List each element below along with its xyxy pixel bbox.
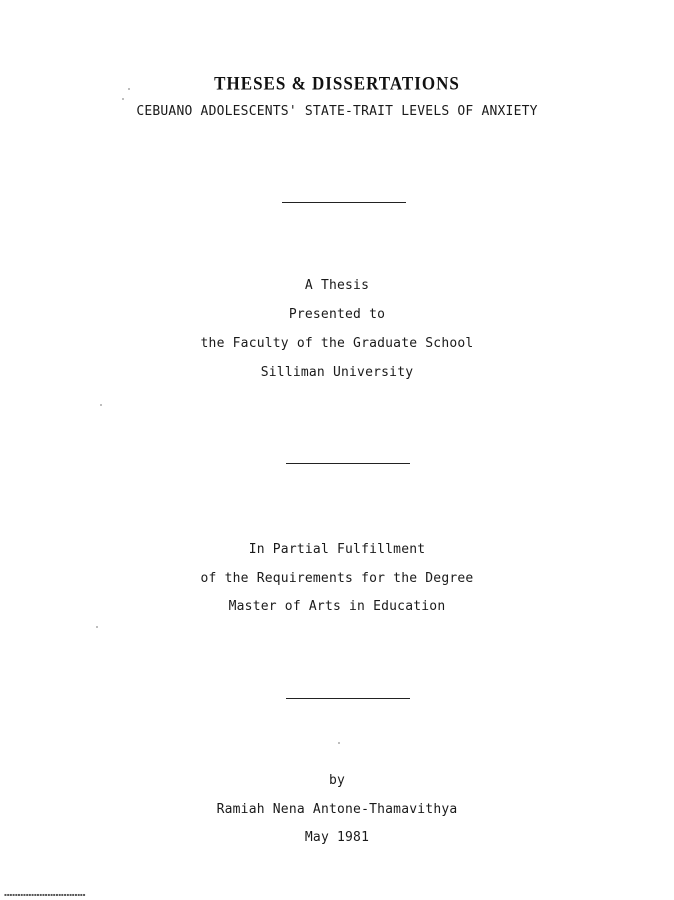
presentation-line-3: the Faculty of the Graduate School [200, 336, 474, 351]
scan-footer-mark: ▪▪▪▪▪▪▪▪▪▪▪▪▪▪▪▪▪▪▪▪▪▪▪▪▪▪▪▪▪▪ [4, 892, 86, 897]
presentation-line-1: A Thesis [304, 278, 370, 293]
scan-speck [338, 742, 340, 744]
author-name: Ramiah Nena Antone-Thamavithya [216, 802, 458, 817]
by-line: by [328, 773, 346, 788]
scan-speck [100, 404, 102, 406]
presentation-line-2: Presented to [288, 307, 386, 322]
fulfillment-line-3: Master of Arts in Education [228, 599, 446, 614]
fulfillment-line-2: of the Requirements for the Degree [200, 571, 474, 586]
divider-3 [286, 698, 410, 699]
presentation-line-4: Silliman University [260, 365, 414, 380]
scan-speck [122, 98, 124, 100]
scan-speck [96, 626, 98, 628]
submission-date: May 1981 [304, 830, 370, 845]
divider-1 [282, 202, 406, 203]
scan-speck [128, 88, 130, 90]
fulfillment-line-1: In Partial Fulfillment [248, 542, 426, 557]
thesis-title: CEBUANO ADOLESCENTS' STATE-TRAIT LEVELS OF ANXIETY [136, 104, 538, 119]
divider-2 [286, 463, 410, 464]
library-stamp: THESES & DISSERTATIONS [214, 73, 460, 94]
